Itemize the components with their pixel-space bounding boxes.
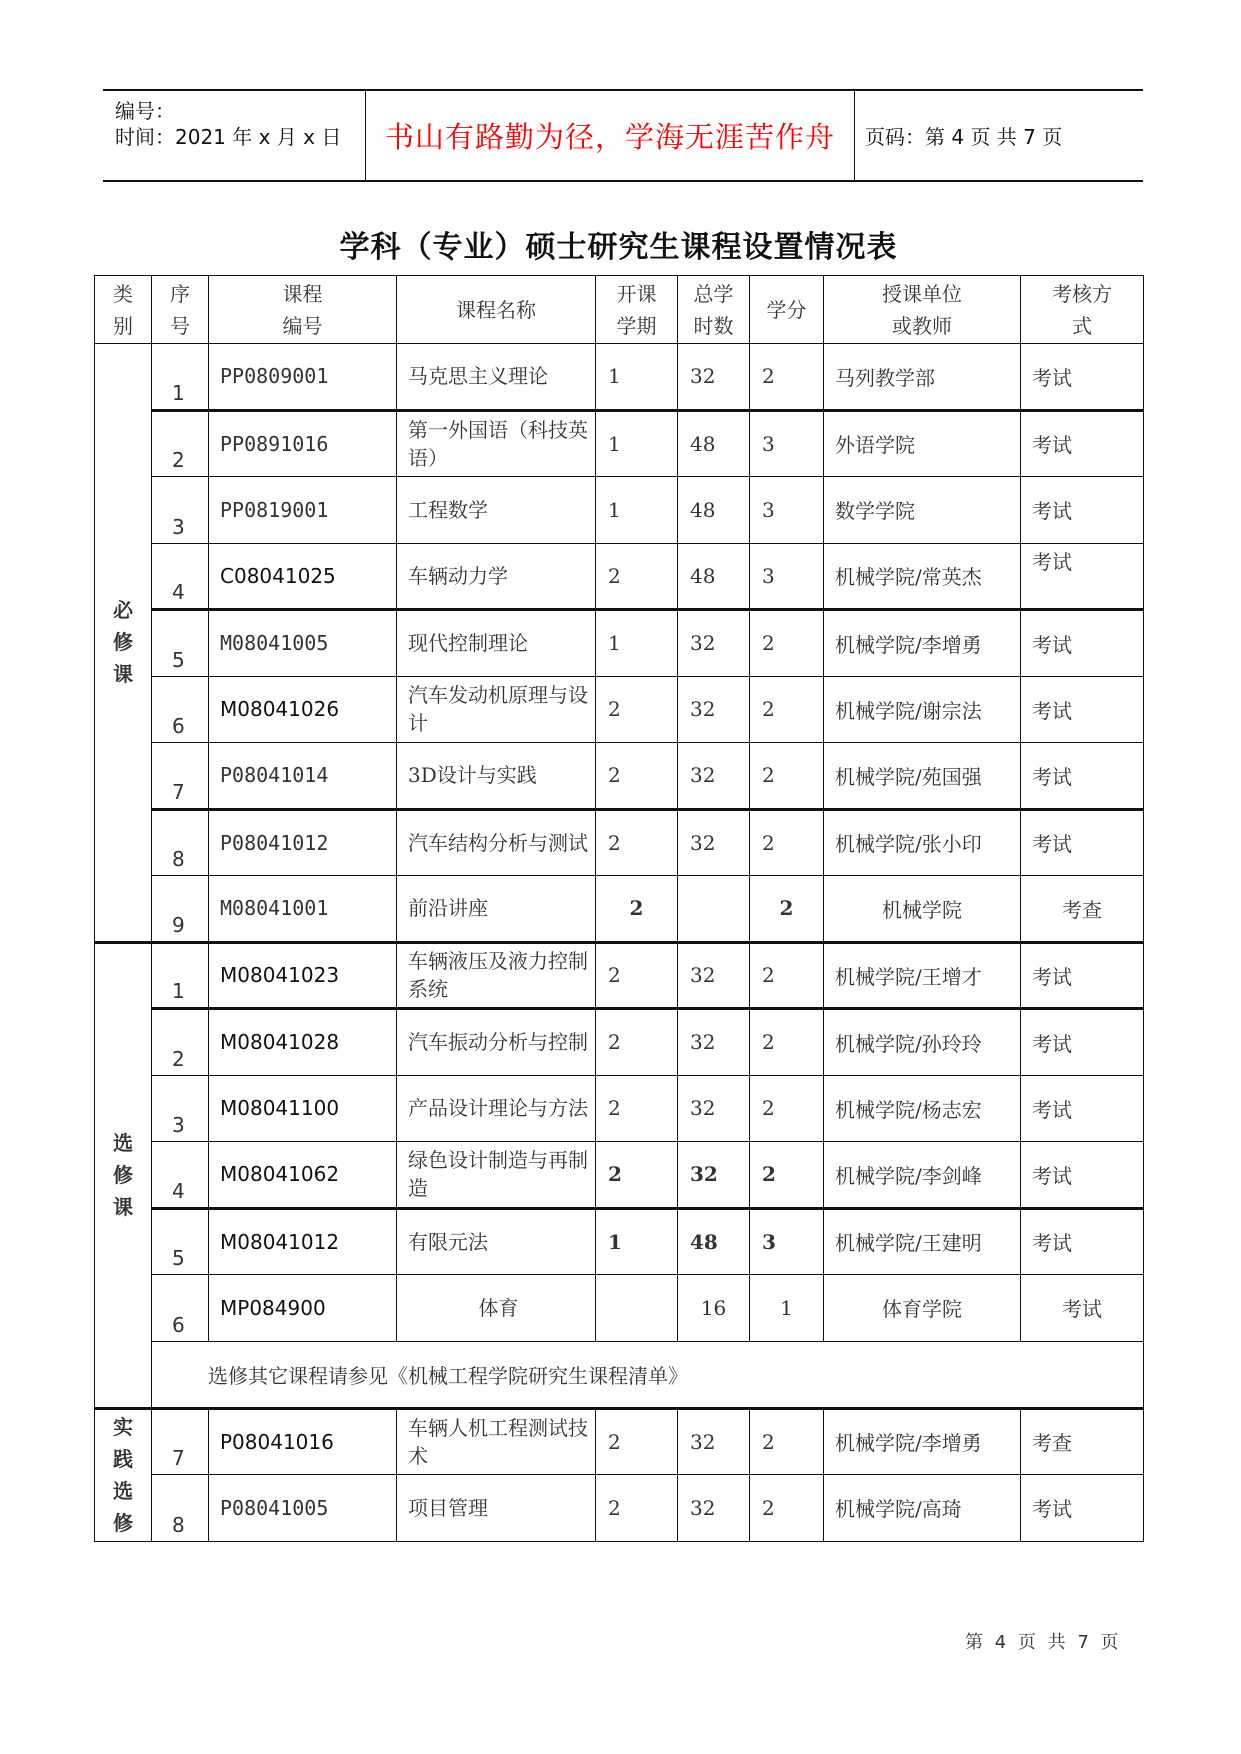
course-code: C08041025 [209,543,397,610]
category-label [95,1408,152,1541]
row-seq [152,1475,209,1542]
course-name: 汽车振动分析与控制 [397,1009,596,1076]
course-exam: 考查 [1021,876,1144,943]
table-row [95,543,1144,610]
course-code: M08041062 [209,1142,397,1209]
category-label [95,942,152,1408]
course-hours: 32 [678,1475,750,1542]
course-credits: 3 [750,543,824,610]
note-row [95,1341,1144,1408]
course-name: 车辆人机工程测试技术 [397,1408,596,1475]
document-header [103,89,1143,182]
course-hours: 32 [678,1408,750,1475]
row-seq [152,543,209,610]
column-header-code: 课程 编号 [209,276,397,344]
course-credits: 3 [750,410,824,477]
table-row [95,1075,1144,1142]
course-code: P08041005 [209,1475,397,1542]
header-page-label: 页码：第 4 页 共 7 页 [865,125,1063,149]
course-hours: 48 [678,1208,750,1275]
course-credits: 2 [750,876,824,943]
table-row [95,610,1144,677]
course-name: 前沿讲座 [397,876,596,943]
course-code: M08041023 [209,942,397,1009]
course-code: M08041100 [209,1075,397,1142]
course-code: M08041001 [209,876,397,943]
course-code: P08041012 [209,809,397,876]
row-seq [152,1009,209,1076]
practice-section [95,1408,1144,1541]
course-unit: 数学学院 [824,477,1021,544]
row-seq [152,610,209,677]
row-seq-value: 3 [172,1113,185,1137]
row-seq [152,1208,209,1275]
row-seq-value: 4 [172,580,185,604]
course-name: 现代控制理论 [397,610,596,677]
course-unit: 马列教学部 [824,344,1021,411]
table-row [95,1208,1144,1275]
row-seq [152,477,209,544]
row-seq-value: 1 [172,380,185,405]
course-name: 马克思主义理论 [397,344,596,411]
row-seq [152,743,209,810]
course-unit: 机械学院 [824,876,1021,943]
course-code: M08041026 [209,676,397,743]
category-char: 课 [113,1195,133,1219]
row-seq-value: 8 [172,847,185,871]
table-row [95,942,1144,1009]
course-unit: 体育学院 [824,1275,1021,1342]
course-exam: 考查 [1021,1408,1144,1475]
course-term: 1 [596,1208,678,1275]
course-code: MP084900 [209,1275,397,1342]
column-header-exam: 考核方 式 [1021,276,1144,344]
course-name: 体育 [397,1275,596,1342]
course-term: 2 [596,942,678,1009]
row-seq-value: 3 [172,514,185,539]
category-char: 课 [113,662,133,687]
course-hours: 48 [678,410,750,477]
course-credits: 2 [750,344,824,411]
course-unit: 机械学院/王增才 [824,942,1021,1009]
course-term: 1 [596,344,678,411]
course-name: 汽车结构分析与测试 [397,809,596,876]
course-code: PP0809001 [209,344,397,411]
column-header-unit: 授课单位 或教师 [824,276,1021,344]
table-row [95,809,1144,876]
course-hours: 32 [678,676,750,743]
course-exam: 考试 [1021,410,1144,477]
table-row [95,1475,1144,1542]
course-hours: 48 [678,543,750,610]
table-header-row [95,276,1144,344]
course-exam: 考试 [1021,1075,1144,1142]
column-header-seq: 序 号 [152,276,209,344]
course-term: 2 [596,1009,678,1076]
column-header-name: 课程名称 [397,276,596,344]
course-name: 车辆动力学 [397,543,596,610]
table-row [95,1142,1144,1209]
course-code: M08041028 [209,1009,397,1076]
course-code: P08041016 [209,1408,397,1475]
category-char: 实 [113,1415,133,1439]
course-credits: 2 [750,610,824,677]
course-code: PP0891016 [209,410,397,477]
course-name: 项目管理 [397,1475,596,1542]
course-table [94,275,1144,1542]
course-code: P08041014 [209,743,397,810]
course-exam: 考试 [1021,743,1144,810]
course-unit: 机械学院/高琦 [824,1475,1021,1542]
table-row [95,1275,1144,1342]
row-seq [152,1408,209,1475]
course-code: M08041005 [209,610,397,677]
course-unit: 机械学院/李剑峰 [824,1142,1021,1209]
category-char: 践 [113,1447,133,1471]
course-name: 汽车发动机原理与设计 [397,676,596,743]
category-char: 修 [113,630,133,655]
course-name: 工程数学 [397,477,596,544]
course-exam: 考试 [1021,1208,1144,1275]
course-credits: 2 [750,1075,824,1142]
course-hours: 32 [678,809,750,876]
row-seq [152,942,209,1009]
course-exam: 考试 [1021,543,1144,610]
table-row [95,344,1144,411]
course-exam: 考试 [1021,610,1144,677]
course-exam: 考试 [1021,1142,1144,1209]
row-seq-value: 6 [172,1312,185,1337]
course-credits: 2 [750,1142,824,1209]
course-unit: 机械学院/李增勇 [824,1408,1021,1475]
course-name: 第一外国语（科技英语） [397,410,596,477]
course-credits: 3 [750,477,824,544]
course-name: 车辆液压及液力控制系统 [397,942,596,1009]
course-hours: 32 [678,610,750,677]
course-term [596,1275,678,1342]
row-seq-value: 4 [172,1178,185,1203]
course-exam: 考试 [1021,344,1144,411]
row-seq-value: 5 [172,647,185,672]
course-term: 1 [596,610,678,677]
course-unit: 机械学院/李增勇 [824,610,1021,677]
course-exam: 考试 [1021,809,1144,876]
course-code: M08041012 [209,1208,397,1275]
course-name: 3D设计与实践 [397,743,596,810]
course-term: 2 [596,676,678,743]
course-unit: 机械学院/孙玲玲 [824,1009,1021,1076]
row-seq [152,410,209,477]
page-footer: 第 4 页 共 7 页 [965,1632,1119,1653]
row-seq [152,876,209,943]
table-row [95,1408,1144,1475]
course-term: 1 [596,410,678,477]
row-seq-value: 9 [172,912,185,937]
header-motto: 书山有路勤为径，学海无涯苦作舟 [366,91,855,180]
category-char: 必 [113,598,133,623]
row-seq [152,676,209,743]
course-hours: 32 [678,344,750,411]
page-title: 学科（专业）硕士研究生课程设置情况表 [339,230,898,265]
course-hours: 32 [678,1075,750,1142]
table-row [95,1009,1144,1076]
course-credits: 2 [750,676,824,743]
course-credits: 1 [750,1275,824,1342]
course-term: 1 [596,477,678,544]
course-unit: 机械学院/常英杰 [824,543,1021,610]
required-section [95,344,1144,943]
course-term: 2 [596,876,678,943]
header-info-cell [103,91,366,180]
course-term: 2 [596,1408,678,1475]
document-date-label: 时间：2021 年 x 月 x 日 [115,125,342,149]
course-hours: 32 [678,1009,750,1076]
elective-section [95,942,1144,1408]
elective-note: 选修其它课程请参见《机械工程学院研究生课程清单》 [152,1341,1144,1408]
table-row [95,743,1144,810]
course-name: 产品设计理论与方法 [397,1075,596,1142]
course-exam: 考试 [1021,1275,1144,1342]
document-number-label: 编号： [115,99,175,123]
course-term: 2 [596,1075,678,1142]
row-seq [152,1275,209,1342]
course-hours: 32 [678,743,750,810]
row-seq [152,809,209,876]
course-code: PP0819001 [209,477,397,544]
row-seq [152,344,209,411]
course-hours [678,876,750,943]
column-header-credits: 学分 [750,276,824,344]
course-exam: 考试 [1021,1475,1144,1542]
row-seq-value: 5 [172,1246,185,1270]
course-credits: 2 [750,942,824,1009]
table-row [95,410,1144,477]
row-seq-value: 6 [172,714,185,738]
course-term: 2 [596,1142,678,1209]
course-hours: 48 [678,477,750,544]
course-credits: 2 [750,1475,824,1542]
row-seq-value: 2 [172,1046,185,1071]
course-credits: 3 [750,1208,824,1275]
course-hours: 32 [678,1142,750,1209]
row-seq [152,1142,209,1209]
table-row [95,876,1144,943]
course-exam: 考试 [1021,1009,1144,1076]
row-seq [152,1075,209,1142]
course-hours: 32 [678,942,750,1009]
course-unit: 机械学院/张小印 [824,809,1021,876]
course-credits: 2 [750,1408,824,1475]
category-label [95,344,152,943]
column-header-term: 开课 学期 [596,276,678,344]
table-row [95,477,1144,544]
course-name: 绿色设计制造与再制造 [397,1142,596,1209]
category-char: 修 [113,1511,133,1535]
course-term: 2 [596,809,678,876]
course-credits: 2 [750,743,824,810]
course-credits: 2 [750,1009,824,1076]
course-exam: 考试 [1021,477,1144,544]
row-seq-value: 8 [172,1512,185,1537]
category-char: 修 [113,1163,133,1187]
table-row [95,676,1144,743]
course-unit: 机械学院/苑国强 [824,743,1021,810]
row-seq-value: 7 [172,779,185,804]
row-seq-value: 7 [172,1446,185,1470]
course-exam: 考试 [1021,942,1144,1009]
course-hours: 16 [678,1275,750,1342]
course-unit: 机械学院/王建明 [824,1208,1021,1275]
column-header-category: 类 别 [95,276,152,344]
course-term: 2 [596,543,678,610]
category-char: 选 [113,1131,133,1155]
course-term: 2 [596,1475,678,1542]
course-term: 2 [596,743,678,810]
course-unit: 机械学院/杨志宏 [824,1075,1021,1142]
course-unit: 外语学院 [824,410,1021,477]
category-char: 选 [113,1479,133,1503]
row-seq-value: 1 [172,979,185,1003]
course-credits: 2 [750,809,824,876]
column-header-hours: 总学 时数 [678,276,750,344]
course-name: 有限元法 [397,1208,596,1275]
course-unit: 机械学院/谢宗法 [824,676,1021,743]
row-seq-value: 2 [172,448,185,472]
course-exam: 考试 [1021,676,1144,743]
